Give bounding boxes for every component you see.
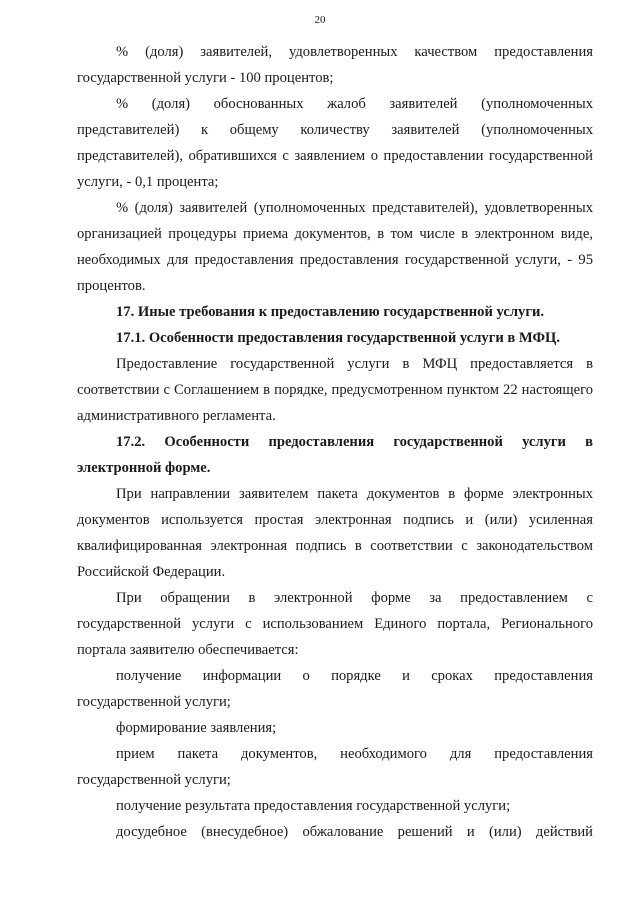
section-heading-17: 17. Иные требования к предоставлению государственной услуги.	[116, 304, 545, 320]
list-item-result: получение результата предоставления государственной услуги;	[116, 798, 511, 814]
section-heading-17-1: 17.1. Особенности предоставления государственной услуги в МФЦ.	[116, 330, 561, 346]
list-item-document-reception: прием пакета документов, необходимого для предоставления государственной услуги;	[77, 746, 593, 788]
page-number: 20	[314, 14, 326, 26]
paragraph-mfc-provision: Предоставление государственной услуги в МФЦ предоставляется в соответствии с Соглашением в порядке, предусмотренном пунктом 22 настоящего административного регламента.	[77, 356, 593, 424]
list-item-information: получение информации о порядке и сроках предоставления государственной услуги;	[77, 668, 593, 710]
paragraph-electronic-request: При обращении в электронной форме за предоставлением с государственной услуги с использованием Единого портала, Регионального портала заявителю обеспечивается:	[77, 590, 593, 658]
list-item-appeal: досудебное (внесудебное) обжалование решений и (или) действий	[116, 824, 593, 840]
paragraph-satisfaction-quality: % (доля) заявителей, удовлетворенных качеством предоставления государственной услуги - 100 процентов;	[77, 44, 593, 86]
list-item-application-form: формирование заявления;	[116, 720, 277, 736]
paragraph-electronic-signature: При направлении заявителем пакета документов в форме электронных документов используется простая электронная подпись и (или) усиленная квалифицированная электронная подпись в соответствии с законодательством Российской Федерации.	[77, 486, 593, 580]
document-body	[77, 39, 593, 845]
paragraph-satisfaction-reception: % (доля) заявителей (уполномоченных представителей), удовлетворенных организацией процедуры приема документов, в том числе в электронном виде, необходимых для предоставления предоставления государственной услуги, - 95 процентов.	[77, 200, 593, 294]
section-heading-17-2: 17.2. Особенности предоставления государственной услуги в электронной форме.	[77, 434, 593, 476]
paragraph-justified-complaints: % (доля) обоснованных жалоб заявителей (уполномоченных представителей) к общему количеству заявителей (уполномоченных представителей), обратившихся с заявлением о предоставлении государственной услуги, - 0,1 процента;	[77, 96, 593, 190]
